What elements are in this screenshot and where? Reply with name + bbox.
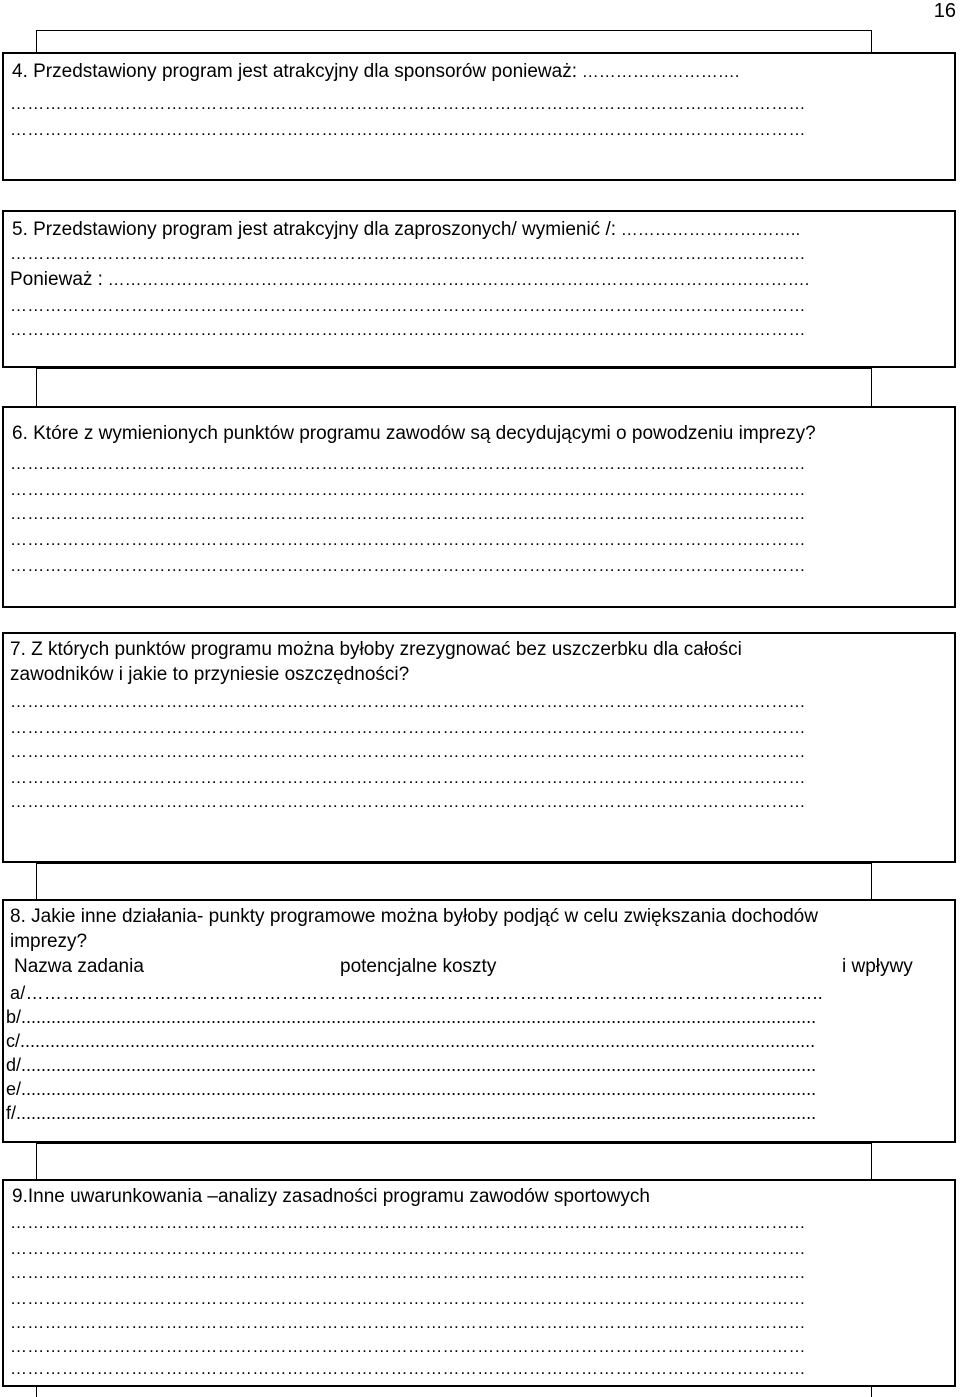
question-5-box <box>2 210 956 368</box>
item-f[interactable]: f/................................................................................................................................................................ <box>6 1103 817 1123</box>
answer-7-line-2[interactable]: ………………………………………………………………………………………………………………………… <box>10 718 806 737</box>
page-number: 16 <box>933 0 956 22</box>
frame-q9 <box>36 1143 872 1182</box>
answer-9-line-2[interactable]: ………………………………………………………………………………………………………………………… <box>10 1239 806 1258</box>
answer-5-line-3[interactable]: ………………………………………………………………………………………………………………………… <box>10 320 806 339</box>
answer-7-line-3[interactable]: ………………………………………………………………………………………………………………………… <box>10 742 806 761</box>
answer-4-line-2[interactable]: ………………………………………………………………………………………………………………………… <box>10 120 806 139</box>
answer-4-line-1[interactable]: ………………………………………………………………………………………………………………………… <box>10 94 806 113</box>
question-8-label-2: imprezy? <box>10 931 88 952</box>
answer-9-line-6[interactable]: ………………………………………………………………………………………………………………………… <box>10 1337 806 1356</box>
question-5-text <box>12 218 948 242</box>
answer-5-trail[interactable]: ………………………….. <box>616 220 801 239</box>
item-c[interactable]: c/............................................................................................................................................................... <box>6 1031 816 1051</box>
answer-6-line-2[interactable]: ………………………………………………………………………………………………………………………… <box>10 480 806 499</box>
question-8-label-1: 8. Jakie inne działania- punkty programowe można byłoby podjąć w celu zwiększania dochodów <box>10 906 818 927</box>
item-e[interactable]: e/............................................................................................................................................................... <box>6 1079 817 1099</box>
column-income: i wpływy <box>842 956 913 977</box>
frame-q6 <box>36 368 872 409</box>
question-6-box <box>2 406 956 608</box>
question-7-label-2: zawodników i jakie to przyniesie oszczędności? <box>10 664 410 685</box>
question-4-box <box>2 52 956 181</box>
question-4-label: 4. Przedstawiony program jest atrakcyjny dla sponsorów ponieważ: <box>12 61 577 82</box>
question-6-label: 6. Które z wymienionych punktów programu zawodów są decydującymi o powodzeniu imprezy? <box>12 423 816 444</box>
answer-5-line-2[interactable]: ………………………………………………………………………………………………………………………… <box>10 296 806 315</box>
because-label: Ponieważ : <box>10 269 103 290</box>
answer-9-line-4[interactable]: ………………………………………………………………………………………………………………………… <box>10 1289 806 1308</box>
answer-6-line-3[interactable]: ………………………………………………………………………………………………………………………… <box>10 504 806 523</box>
answer-9-line-5[interactable]: ………………………………………………………………………………………………………………………… <box>10 1313 806 1332</box>
column-task-name: Nazwa zadania <box>14 956 144 977</box>
because-trail[interactable]: ……………………………………………………………………………………………………………. <box>102 270 810 289</box>
answer-9-line-7[interactable]: ………………………………………………………………………………………………………………………… <box>10 1359 806 1378</box>
answer-7-line-4[interactable]: ………………………………………………………………………………………………………………………… <box>10 768 806 787</box>
item-d[interactable]: d/............................................................................................................................................................... <box>6 1055 817 1075</box>
question-9-box <box>2 1179 956 1387</box>
answer-9-line-3[interactable]: ………………………………………………………………………………………………………………………… <box>10 1263 806 1282</box>
answer-9-line-1[interactable]: ………………………………………………………………………………………………………………………… <box>10 1213 806 1232</box>
answer-6-line-5[interactable]: ………………………………………………………………………………………………………………………… <box>10 556 806 575</box>
question-4-text <box>12 60 948 84</box>
column-potential-costs: potencjalne koszty <box>340 956 497 977</box>
question-7-label-1: 7. Z których punktów programu można byłoby zrezygnować bez uszczerbku dla całości <box>10 639 742 660</box>
item-b[interactable]: b/............................................................................................................................................................... <box>6 1007 817 1027</box>
question-7-box <box>2 632 956 863</box>
answer-5-line-1[interactable]: ………………………………………………………………………………………………………………………… <box>10 244 806 263</box>
question-8-box <box>2 899 956 1143</box>
answer-7-line-5[interactable]: ………………………………………………………………………………………………………………………… <box>10 792 806 811</box>
question-5-label: 5. Przedstawiony program jest atrakcyjny dla zaproszonych/ wymienić /: <box>12 219 617 240</box>
frame-q8 <box>36 863 872 902</box>
item-a[interactable]: a/………………………………………………………………………………………………………………….. <box>10 983 824 1003</box>
answer-7-line-1[interactable]: ………………………………………………………………………………………………………………………… <box>10 692 806 711</box>
answer-4-trail[interactable]: ………………………. <box>577 62 740 81</box>
answer-6-line-4[interactable]: ………………………………………………………………………………………………………………………… <box>10 530 806 549</box>
question-9-label: 9.Inne uwarunkowania –analizy zasadności programu zawodów sportowych <box>12 1186 650 1207</box>
because-line <box>10 268 948 292</box>
answer-6-line-1[interactable]: ………………………………………………………………………………………………………………………… <box>10 454 806 473</box>
